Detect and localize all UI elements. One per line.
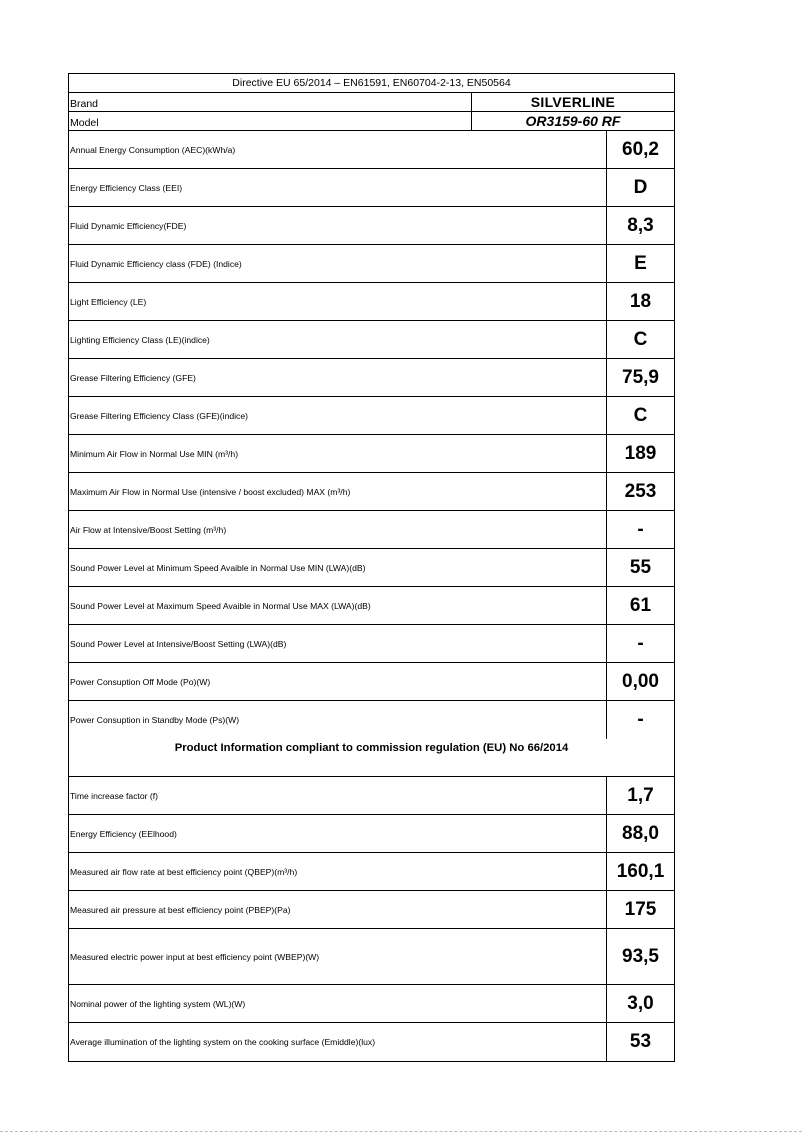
- row-value: -: [637, 709, 644, 730]
- row-label: Average illumination of the lighting system on the cooking surface (Emiddle)(lux): [69, 1023, 607, 1061]
- brand-label: Brand: [69, 93, 472, 111]
- row-label: Power Consuption in Standby Mode (Ps)(W): [69, 701, 607, 739]
- table-row: [69, 169, 674, 207]
- row-value: 18: [629, 290, 652, 312]
- table-row: [69, 777, 674, 815]
- regulation-rows: [69, 777, 674, 1061]
- row-value: C: [633, 404, 648, 426]
- model-label: Model: [69, 112, 472, 130]
- row-label: Sound Power Level at Maximum Speed Avaible in Normal Use MAX (LWA)(dB): [69, 587, 607, 624]
- row-label: Air Flow at Intensive/Boost Setting (m³/h): [69, 511, 607, 548]
- directive-header: Directive EU 65/2014 – EN61591, EN60704-2-13, EN50564: [69, 74, 674, 93]
- table-row: [69, 511, 674, 549]
- row-value: 60,2: [622, 138, 659, 160]
- brand-row: [69, 93, 674, 112]
- row-label: Annual Energy Consumption (AEC)(kWh/a): [69, 131, 607, 168]
- table-row: [69, 321, 674, 359]
- model-value: OR3159-60 RF: [525, 113, 621, 129]
- section-title: Product Information compliant to commission regulation (EU) No 66/2014: [69, 739, 674, 777]
- row-value: C: [633, 328, 648, 350]
- row-label: Light Efficiency (LE): [69, 283, 607, 320]
- row-value: 160,1: [616, 860, 665, 882]
- row-label: Power Consuption Off Mode (Po)(W): [69, 663, 607, 700]
- row-label: Energy Efficiency (EElhood): [69, 815, 607, 852]
- row-value: 0,00: [622, 670, 659, 692]
- table-row: [69, 985, 674, 1023]
- energy-label-table: [68, 73, 675, 1062]
- table-row: [69, 701, 674, 739]
- row-value: 1,7: [627, 784, 654, 806]
- row-value: 3,0: [627, 992, 654, 1014]
- row-label: Energy Efficiency Class (EEI): [69, 169, 607, 206]
- row-value: 189: [624, 442, 657, 464]
- row-label: Measured air pressure at best efficiency point (PBEP)(Pa): [69, 891, 607, 928]
- row-label: Minimum Air Flow in Normal Use MIN (m³/h): [69, 435, 607, 472]
- row-label: Grease Filtering Efficiency Class (GFE)(indice): [69, 397, 607, 434]
- row-label: Measured air flow rate at best efficiency point (QBEP)(m³/h): [69, 853, 607, 890]
- row-label: Maximum Air Flow in Normal Use (intensive / boost excluded) MAX (m³/h): [69, 473, 607, 510]
- row-label: Sound Power Level at Minimum Speed Avaible in Normal Use MIN (LWA)(dB): [69, 549, 607, 586]
- row-label: Time increase factor (f): [69, 777, 607, 814]
- table-row: [69, 359, 674, 397]
- page-footer-divider: [0, 1131, 802, 1132]
- table-row: [69, 587, 674, 625]
- row-value: D: [633, 176, 648, 198]
- table-row: [69, 1023, 674, 1061]
- row-value: 8,3: [627, 214, 654, 236]
- model-row: [69, 112, 674, 131]
- row-value: 175: [624, 898, 657, 920]
- table-row: [69, 549, 674, 587]
- row-value: 93,5: [622, 945, 659, 967]
- row-label: Nominal power of the lighting system (WL)(W): [69, 985, 607, 1022]
- row-label: Fluid Dynamic Efficiency(FDE): [69, 207, 607, 244]
- table-row: [69, 131, 674, 169]
- row-value: 53: [629, 1031, 652, 1052]
- row-label: Sound Power Level at Intensive/Boost Setting (LWA)(dB): [69, 625, 607, 662]
- table-row: [69, 625, 674, 663]
- row-value: 75,9: [622, 366, 659, 388]
- table-row: [69, 473, 674, 511]
- row-label: Fluid Dynamic Efficiency class (FDE) (Indice): [69, 245, 607, 282]
- row-label: Grease Filtering Efficiency (GFE): [69, 359, 607, 396]
- row-value: E: [634, 252, 647, 274]
- row-value: 61: [629, 594, 652, 616]
- table-row: [69, 207, 674, 245]
- table-row: [69, 397, 674, 435]
- table-row: [69, 283, 674, 321]
- specs-rows: [69, 131, 674, 739]
- row-value: 253: [624, 480, 657, 502]
- row-label: Measured electric power input at best efficiency point (WBEP)(W): [69, 929, 607, 984]
- row-value: 55: [629, 556, 652, 578]
- brand-value: SILVERLINE: [530, 94, 616, 110]
- row-value: -: [637, 632, 644, 654]
- table-row: [69, 891, 674, 929]
- row-label: Lighting Efficiency Class (LE)(indice): [69, 321, 607, 358]
- table-row: [69, 245, 674, 283]
- row-value: -: [637, 518, 644, 540]
- table-row: [69, 663, 674, 701]
- row-value: 88,0: [622, 822, 659, 844]
- table-row: [69, 929, 674, 985]
- table-row: [69, 853, 674, 891]
- table-row: [69, 815, 674, 853]
- table-row: [69, 435, 674, 473]
